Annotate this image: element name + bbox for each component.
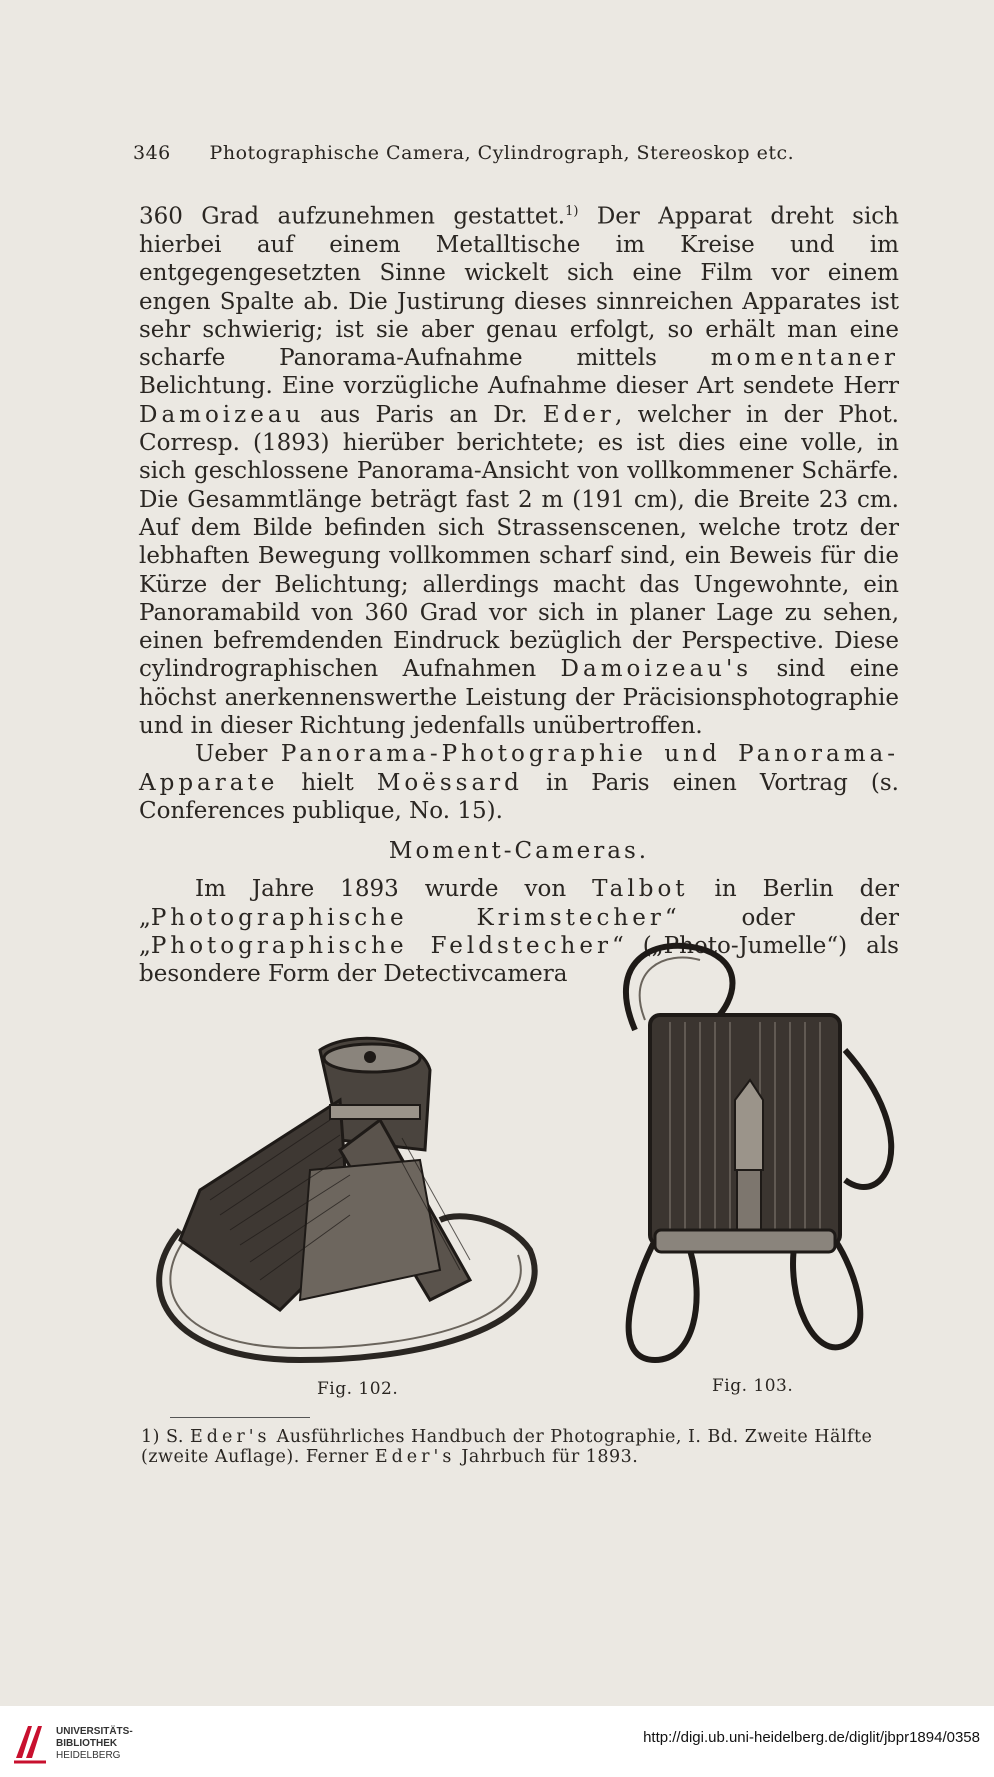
text-run: , welcher in der Phot. Corresp. (1893) hierüber berichtete; es ist dies eine volle, in sich geschlossene Panorama-Ansicht von vollkommener Schärfe. Die Gesammtlänge beträgt fast 2 m (191 cm), die Breite 23 cm. Auf dem Bilde befinden sich Strassenscenen, welche trotz der lebhaften Bewegung vollkommen scharf sind, ein Beweis für die Kürze der Belichtung; allerdings macht das Ungewohnte, ein Panoramabild von 360 Grad vor sich in planer Lage zu sehen, einen befremdenden Eindruck bezüglich der Perspective. Diese cylindrographischen Aufnahmen [139,401,899,683]
text-run: sind eine höchst anerkennenswerthe Leistung der Präcisionsphotographie und in dieser Richtung jedenfalls unübertroffen. [139,656,899,739]
figure-103-camera-case-illustration [595,940,905,1370]
emphasis-name: Talbot [592,876,689,903]
ub-heidelberg-logo-icon [10,1718,50,1766]
running-header [133,142,893,164]
footnote [141,1427,901,1467]
library-line: BIBLIOTHEK [56,1738,118,1749]
library-line: HEIDELBERG [56,1750,121,1761]
digitization-footer [0,1706,994,1777]
running-title: Photographische Camera, Cylindrograph, Stereoskop etc. [209,142,795,164]
text-run: Im Jahre 1893 wurde von [195,876,593,903]
page-number: 346 [133,142,171,164]
text-run: aus Paris an Dr. [304,401,543,428]
text-run: 360 Grad aufzunehmen gestattet. [139,203,566,230]
body-text [139,198,899,989]
paragraph-lecture [139,740,899,825]
text-run: in Paris einen Vortrag (s. Conferences publique, No. 15). [139,769,899,824]
emphasis-name: Eder [542,401,615,428]
text-run: 1) S. [141,1427,191,1447]
footnote-divider [170,1417,310,1418]
emphasis: momentaner [710,345,899,372]
text-run: “ oder der „ [139,904,899,960]
emphasis-name: Moëssard [376,769,523,796]
emphasis-name: Damoizeau [139,401,305,428]
emphasis: Panorama-Photographie und Panorama-Apparate [139,741,900,796]
text-run: Jahrbuch für 1893. [455,1447,639,1467]
text-run: Der Apparat dreht sich hierbei auf einem Metalltische im Kreise und im entgegengesetzten Sinne wickelt sich eine Film vor einem engen Spalte ab. Die Justirung dieses sinnreichen Apparates ist sehr schwierig; ist sie aber genau erfolgt, so erhält man eine scharfe Panorama-Aufnahme mittels [139,203,899,372]
emphasis: Photographische Feldstecher [150,933,612,960]
figure-102-caption: Fig. 102. [317,1379,399,1399]
text-run: “ („Photo-Jumelle“) als besondere Form der Detectivcamera [139,933,899,988]
library-line: UNIVERSITÄTS- [56,1726,133,1737]
text-run: Ueber [195,741,281,768]
figure-102-camera-illustration [140,1030,550,1370]
permalink-url[interactable]: http://digi.ub.uni-heidelberg.de/diglit/jbpr1894/0358 [643,1729,980,1746]
emphasis: Photographische Krimstecher [150,904,665,931]
section-heading: Moment-Cameras. [388,838,650,865]
footnote-reference: 1) [565,204,579,219]
figure-103-caption: Fig. 103. [712,1376,794,1396]
text-run: Belichtung. Eine vorzügliche Aufnahme dieser Art sendete Herr [139,373,899,400]
emphasis-name: Eder's [374,1447,456,1467]
library-name [56,1726,133,1762]
emphasis-name: Damoizeau's [560,656,753,683]
text-run: hielt [278,769,377,796]
paragraph-panorama [139,198,899,740]
text-run: in Berlin der „ [139,876,899,931]
emphasis-name: Eder's [190,1427,271,1447]
text-run: Ausführliches Handbuch der Photographie, I. Bd. Zweite Hälfte (zweite Auflage). Ferner [141,1427,873,1467]
